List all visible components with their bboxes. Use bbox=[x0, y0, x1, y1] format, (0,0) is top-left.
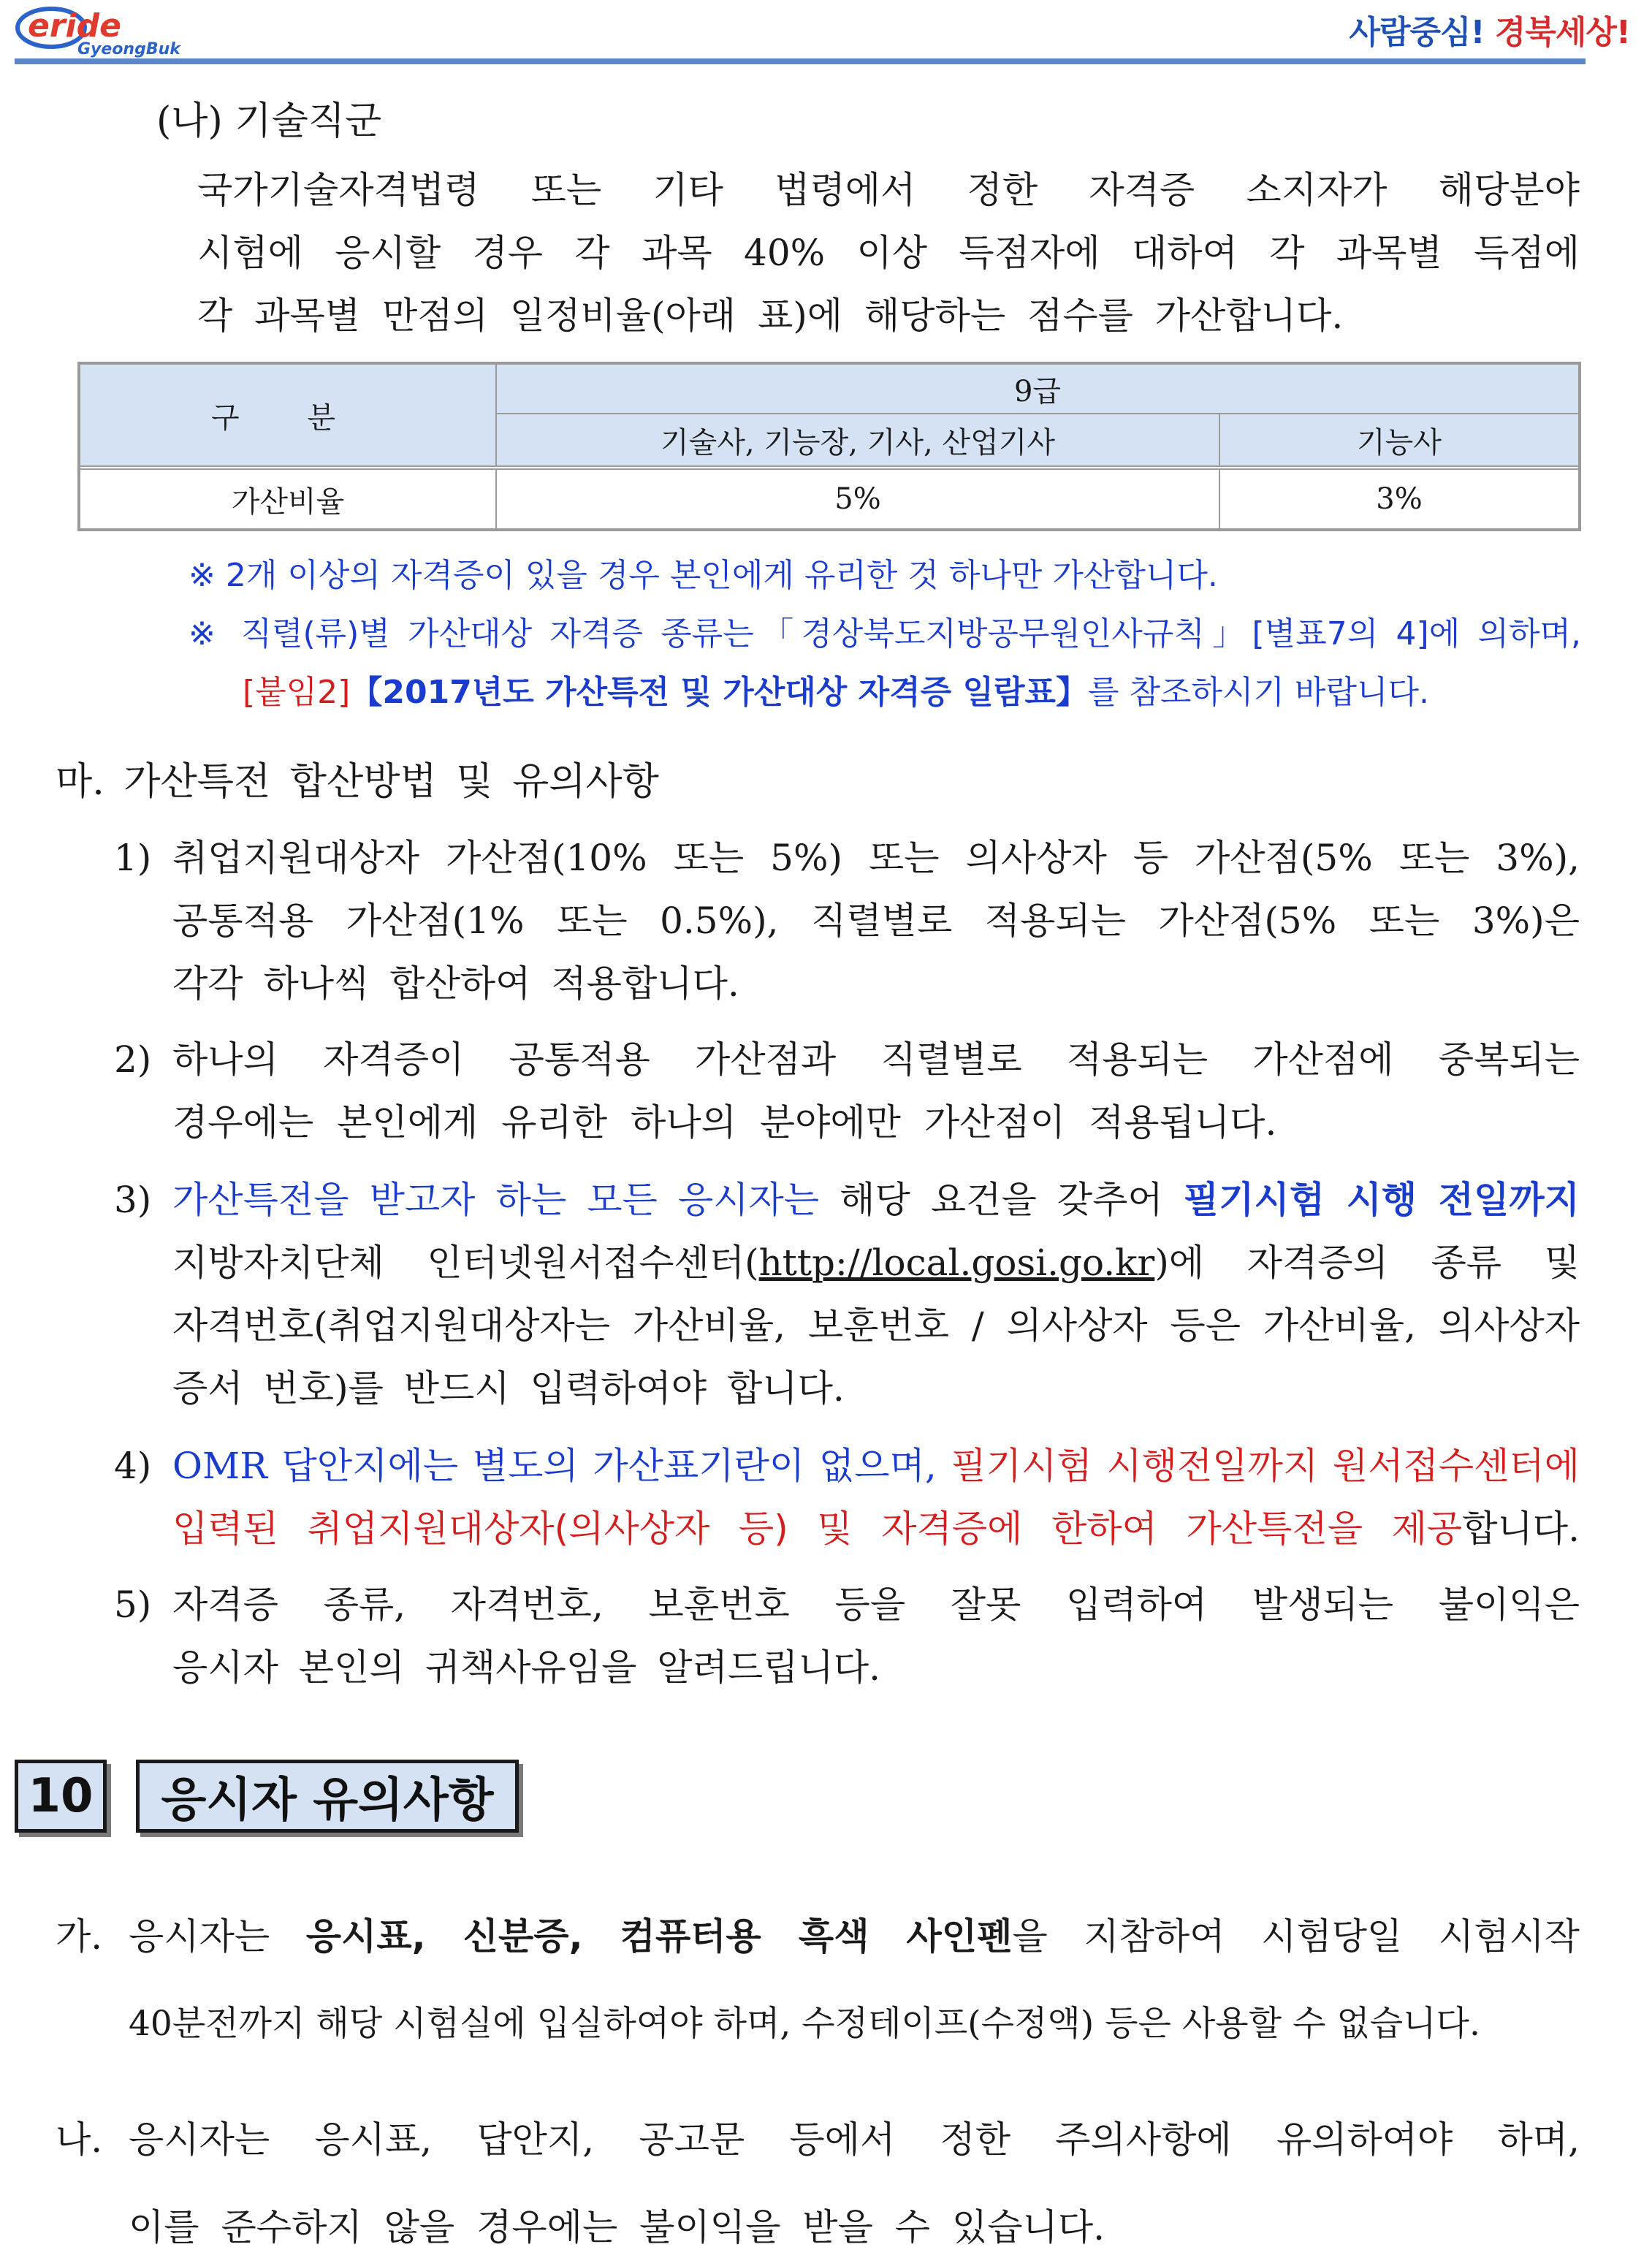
page-header bbox=[0, 0, 1652, 73]
caution-ga-line-2: 40분전까지 해당 시험실에 입실하여야 하며, 수정테이프(수정액) 등은 사용할 수 없습니다. bbox=[129, 2004, 1480, 2044]
item-3-line-3: 자격번호(취업지원대상자는 가산비율, 보훈번호 / 의사상자 등은 가산비율, 의사상자 bbox=[172, 1304, 1580, 1347]
note-3 bbox=[243, 671, 1429, 715]
item-3-line-2-pre: 지방자치단체 인터넷원서접수센터( bbox=[172, 1242, 759, 1284]
caution-na-line-1: 응시자는 응시표, 답안지, 공고문 등에서 정한 주의사항에 유의하여야 하며, bbox=[129, 2118, 1580, 2161]
item-3-emphasis-2: 필기시험 시행 전일까지 bbox=[1183, 1179, 1580, 1221]
item-4-rest: 합니다. bbox=[1462, 1508, 1580, 1550]
table-subheader-1: 기술사, 기능장, 기사, 산업기사 bbox=[497, 414, 1220, 465]
caution-ga-label: 가. bbox=[56, 1915, 103, 1958]
note-2: ※ 직렬(류)별 가산대상 자격증 종류는「경상북도지방공무원인사규칙」[별표7의 4]에 의하며, bbox=[189, 615, 1581, 653]
item-2-line-2: 경우에는 본인에게 유리한 하나의 분야에만 가산점이 적용됩니다. bbox=[172, 1101, 1277, 1144]
item-2-number: 2) bbox=[114, 1038, 152, 1081]
caution-ga-post: 을 지참하여 시험당일 시험시작 bbox=[1012, 1915, 1580, 1958]
tech-para-line-1: 국가기술자격법령 또는 기타 법령에서 정한 자격증 소지자가 해당분야 bbox=[197, 169, 1580, 211]
table-subheader-2: 기능사 bbox=[1220, 414, 1578, 465]
slogan bbox=[1349, 6, 1630, 53]
table-header-grade: 9급 bbox=[497, 365, 1578, 414]
item-3-emphasis-1: 가산특전을 받고자 하는 모든 응시자는 bbox=[172, 1179, 820, 1221]
gosi-link[interactable]: http://local.gosi.go.kr bbox=[758, 1242, 1155, 1284]
caution-ga-line-1 bbox=[129, 1913, 1580, 1960]
item-3-mid: 해당 요건을 갖추어 bbox=[840, 1179, 1163, 1221]
item-3-number: 3) bbox=[114, 1179, 152, 1221]
item-3-line-2-post: )에 자격증의 종류 및 bbox=[1154, 1242, 1580, 1284]
item-5-number: 5) bbox=[114, 1583, 152, 1626]
caution-na-line-2: 이를 준수하지 않을 경우에는 불이익을 받을 수 있습니다. bbox=[129, 2206, 1105, 2248]
table-row-label: 가산비율 bbox=[80, 470, 497, 528]
slogan-part1: 사람중심! bbox=[1349, 14, 1485, 51]
item-4-number: 4) bbox=[114, 1445, 152, 1487]
item-4-emphasis-red-2: 입력된 취업지원대상자(의사상자 등) 및 자격증에 한하여 가산특전을 제공 bbox=[172, 1508, 1463, 1550]
item-1-line-1: 취업지원대상자 가산점(10% 또는 5%) 또는 의사상자 등 가산점(5% 또는 3%), bbox=[172, 837, 1580, 879]
bonus-rate-table bbox=[77, 362, 1581, 531]
tech-para-line-3: 각 과목별 만점의 일정비율(아래 표)에 해당하는 점수를 가산합니다. bbox=[197, 294, 1344, 337]
item-1-line-3: 각각 하나씩 합산하여 적용합니다. bbox=[172, 962, 739, 1005]
caution-ga-items: 응시표, 신분증, 컴퓨터용 흑색 사인펜 bbox=[305, 1915, 1013, 1958]
item-1-line-2: 공통적용 가산점(1% 또는 0.5%), 직렬별로 적용되는 가산점(5% 또는 3%)은 bbox=[172, 900, 1580, 942]
table-value-2: 3% bbox=[1376, 482, 1423, 516]
note-3-attachment: [붙임2] bbox=[243, 674, 351, 711]
slogan-part2: 경북세상! bbox=[1494, 14, 1630, 51]
note-1: ※ 2개 이상의 자격증이 있을 경우 본인에게 유리한 것 하나만 가산합니다. bbox=[189, 557, 1218, 594]
logo-text: eride bbox=[28, 7, 121, 45]
tech-heading: (나) 기술직군 bbox=[156, 99, 382, 143]
item-3-line-2 bbox=[172, 1239, 1580, 1286]
item-4-line-1 bbox=[172, 1442, 1580, 1489]
item-4-emphasis-red: 필기시험 시행전일까지 원서접수센터에 bbox=[951, 1445, 1580, 1487]
item-3-line-1 bbox=[172, 1176, 1580, 1223]
item-5-line-2: 응시자 본인의 귀책사유임을 알려드립니다. bbox=[172, 1646, 880, 1689]
eride-logo bbox=[13, 3, 225, 58]
item-4-line-2 bbox=[172, 1505, 1580, 1552]
item-3-line-4: 증서 번호)를 반드시 입력하여야 합니다. bbox=[172, 1367, 845, 1410]
caution-na-label: 나. bbox=[56, 2118, 103, 2161]
section-ma-heading: 마. 가산특전 합산방법 및 유의사항 bbox=[56, 760, 659, 804]
table-header-category: 구 분 bbox=[80, 365, 497, 465]
table-value-1: 5% bbox=[497, 470, 1220, 528]
item-4-emphasis-blue: OMR 답안지에는 별도의 가산표기란이 없으며, bbox=[172, 1445, 937, 1487]
section-number-box: 10 bbox=[15, 1760, 107, 1833]
note-3-title: 【2017년도 가산특전 및 가산대상 자격증 일람표】 bbox=[350, 674, 1088, 711]
item-1-number: 1) bbox=[114, 837, 152, 879]
item-5-line-1: 자격증 종류, 자격번호, 보훈번호 등을 잘못 입력하여 발생되는 불이익은 bbox=[172, 1583, 1580, 1626]
header-divider bbox=[15, 58, 1586, 64]
item-2-line-1: 하나의 자격증이 공통적용 가산점과 직렬별로 적용되는 가산점에 중복되는 bbox=[172, 1038, 1580, 1081]
logo-subtext: GyeongBuk bbox=[77, 40, 180, 58]
section-title-box: 응시자 유의사항 bbox=[136, 1760, 519, 1833]
caution-ga-pre: 응시자는 bbox=[129, 1915, 270, 1958]
note-3-rest: 를 참조하시기 바랍니다. bbox=[1087, 674, 1429, 711]
tech-para-line-2: 시험에 응시할 경우 각 과목 40% 이상 득점자에 대하여 각 과목별 득점에 bbox=[197, 232, 1580, 274]
